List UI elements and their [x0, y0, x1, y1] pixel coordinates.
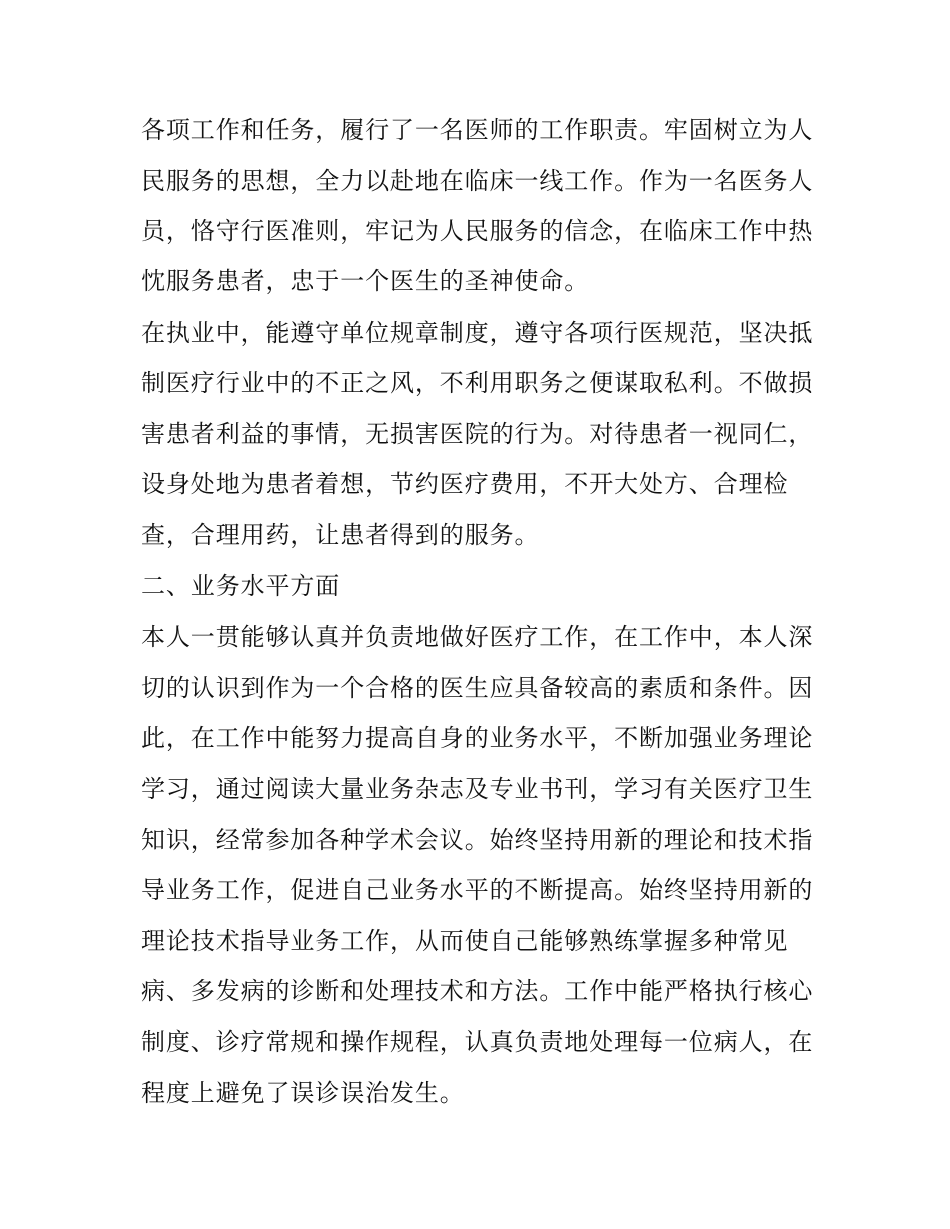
text-line: 切的认识到作为一个合格的医生应具备较高的素质和条件。因 [141, 674, 814, 702]
text-line: 员，恪守行医准则，牢记为人民服务的信念，在临床工作中热 [141, 217, 814, 245]
text-line: 查，合理用药，让患者得到的服务。 [141, 521, 540, 549]
text-line: 害患者利益的事情，无损害医院的行为。对待患者一视同仁， [141, 420, 814, 448]
text-line: 民服务的思想，全力以赴地在临床一线工作。作为一名医务人 [141, 167, 814, 195]
text-line: 忱服务患者，忠于一个医生的圣神使命。 [141, 267, 590, 295]
text-line: 程度上避免了误诊误治发生。 [141, 1079, 465, 1107]
text-line: 在执业中，能遵守单位规章制度，遵守各项行医规范，坚决抵 [141, 319, 814, 347]
text-line: 本人一贯能够认真并负责地做好医疗工作，在工作中，本人深 [141, 623, 814, 651]
text-line: 设身处地为患者着想，节约医疗费用，不开大处方、合理检 [141, 470, 789, 498]
section-heading: 二、业务水平方面 [141, 572, 341, 600]
text-line: 制医疗行业中的不正之风，不利用职务之便谋取私利。不做损 [141, 369, 814, 397]
text-line: 理论技术指导业务工作，从而使自己能够熟练掌握多种常见 [141, 927, 789, 955]
text-line: 制度、诊疗常规和操作规程，认真负责地处理每一位病人，在 [141, 1028, 814, 1056]
text-line: 各项工作和任务，履行了一名医师的工作职责。牢固树立为人 [141, 116, 814, 144]
text-line: 学习，通过阅读大量业务杂志及专业书刊，学习有关医疗卫生 [141, 775, 814, 803]
text-line: 知识，经常参加各种学术会议。始终坚持用新的理论和技术指 [141, 826, 814, 854]
text-line: 病、多发病的诊断和处理技术和方法。工作中能严格执行核心 [141, 977, 814, 1005]
text-line: 此，在工作中能努力提高自身的业务水平，不断加强业务理论 [141, 724, 814, 752]
text-line: 导业务工作，促进自己业务水平的不断提高。始终坚持用新的 [141, 876, 814, 904]
